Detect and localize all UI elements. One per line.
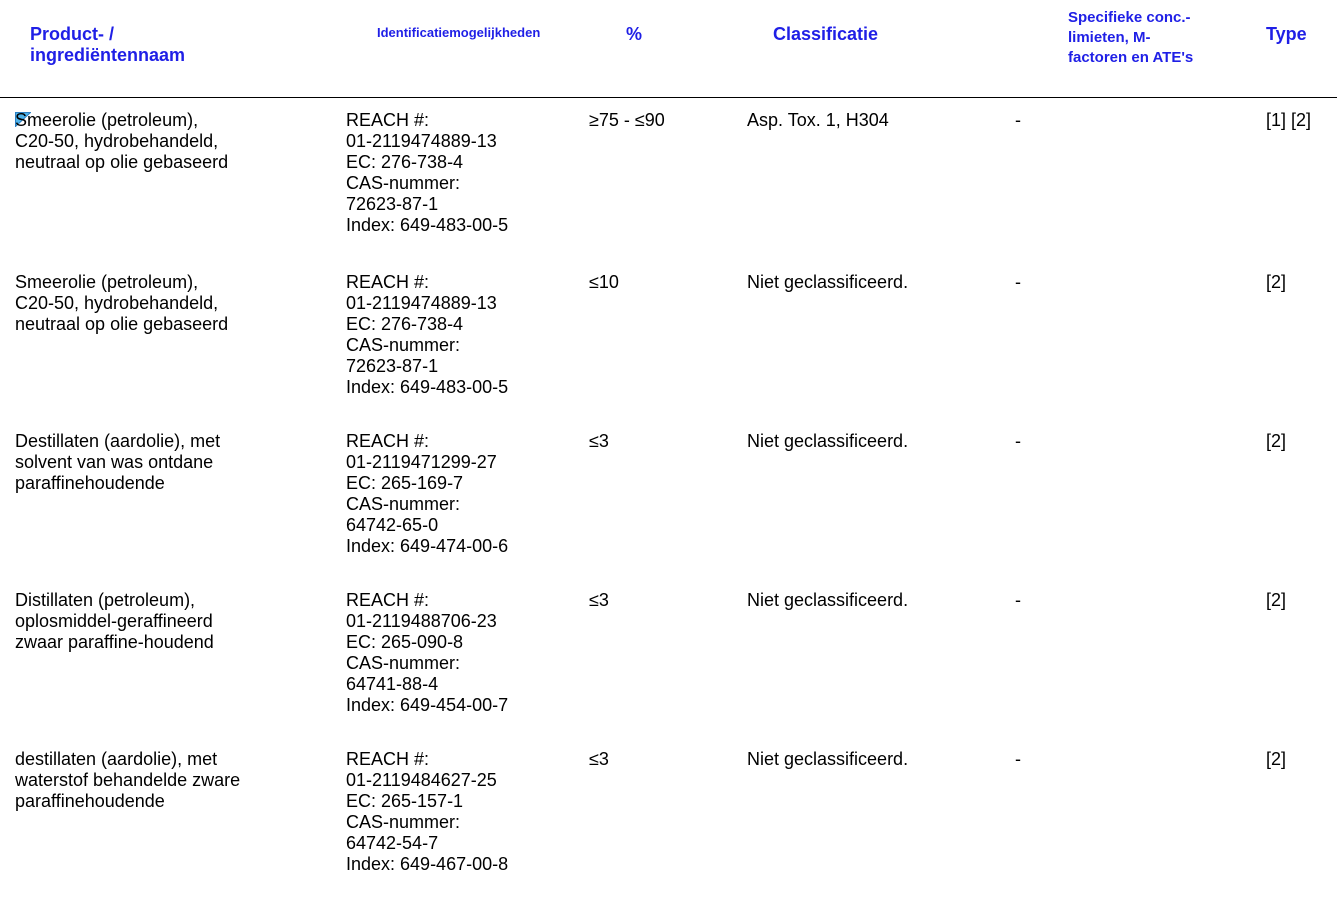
header-type: Type bbox=[1266, 24, 1307, 44]
cell-specific-limits: - bbox=[1015, 749, 1021, 769]
cell-product-name: Smeerolie (petroleum), C20-50, hydrobehandeld, neutraal op olie gebaseerd bbox=[15, 110, 229, 172]
cell-specific-limits: - bbox=[1015, 272, 1021, 292]
cell-product-name: Smeerolie (petroleum), C20-50, hydrobehandeld, neutraal op olie gebaseerd bbox=[15, 272, 229, 334]
cell-percent: ≤3 bbox=[589, 749, 609, 769]
cell-product-name: Destillaten (aardolie), met solvent van was ontdane paraffinehoudende bbox=[15, 431, 221, 493]
cell-identification: REACH #: 01-2119471299-27 EC: 265-169-7 CAS-nummer: 64742-65-0 Index: 649-474-00-6 bbox=[346, 431, 509, 556]
cell-type: [2] bbox=[1266, 431, 1287, 451]
cell-product-name: Distillaten (petroleum), oplosmiddel-geraffineerd zwaar paraffine-houdend bbox=[15, 590, 214, 652]
cell-classification: Niet geclassificeerd. bbox=[747, 749, 909, 769]
cell-classification: Niet geclassificeerd. bbox=[747, 590, 909, 610]
cell-specific-limits: - bbox=[1015, 110, 1021, 130]
header-divider bbox=[0, 97, 1337, 98]
cell-type: [2] bbox=[1266, 749, 1287, 769]
cell-classification: Niet geclassificeerd. bbox=[747, 272, 909, 292]
cell-percent: ≤3 bbox=[589, 431, 609, 451]
header-percent: % bbox=[626, 24, 643, 44]
cell-classification: Asp. Tox. 1, H304 bbox=[747, 110, 889, 130]
cell-product-name: destillaten (aardolie), met waterstof behandelde zware paraffinehoudende bbox=[15, 749, 241, 811]
cell-specific-limits: - bbox=[1015, 590, 1021, 610]
header-identification: Identificatiemogelijkheden bbox=[377, 25, 541, 40]
header-classification: Classificatie bbox=[773, 24, 879, 44]
cell-specific-limits: - bbox=[1015, 431, 1021, 451]
cell-classification: Niet geclassificeerd. bbox=[747, 431, 909, 451]
cell-percent: ≤10 bbox=[589, 272, 619, 292]
cell-identification: REACH #: 01-2119474889-13 EC: 276-738-4 CAS-nummer: 72623-87-1 Index: 649-483-00-5 bbox=[346, 110, 509, 235]
cell-identification: REACH #: 01-2119488706-23 EC: 265-090-8 CAS-nummer: 64741-88-4 Index: 649-454-00-7 bbox=[346, 590, 509, 715]
cell-percent: ≥75 - ≤90 bbox=[589, 110, 665, 130]
cell-identification: REACH #: 01-2119474889-13 EC: 276-738-4 CAS-nummer: 72623-87-1 Index: 649-483-00-5 bbox=[346, 272, 509, 397]
cell-percent: ≤3 bbox=[589, 590, 609, 610]
cell-type: [1] [2] bbox=[1266, 110, 1312, 130]
cell-identification: REACH #: 01-2119484627-25 EC: 265-157-1 CAS-nummer: 64742-54-7 Index: 649-467-00-8 bbox=[346, 749, 509, 874]
header-product-name: Product- / ingrediëntennaam bbox=[30, 24, 186, 65]
cell-type: [2] bbox=[1266, 272, 1287, 292]
header-specific-limits: Specifieke conc.- limieten, M- factoren en ATE's bbox=[1068, 9, 1194, 66]
cell-type: [2] bbox=[1266, 590, 1287, 610]
